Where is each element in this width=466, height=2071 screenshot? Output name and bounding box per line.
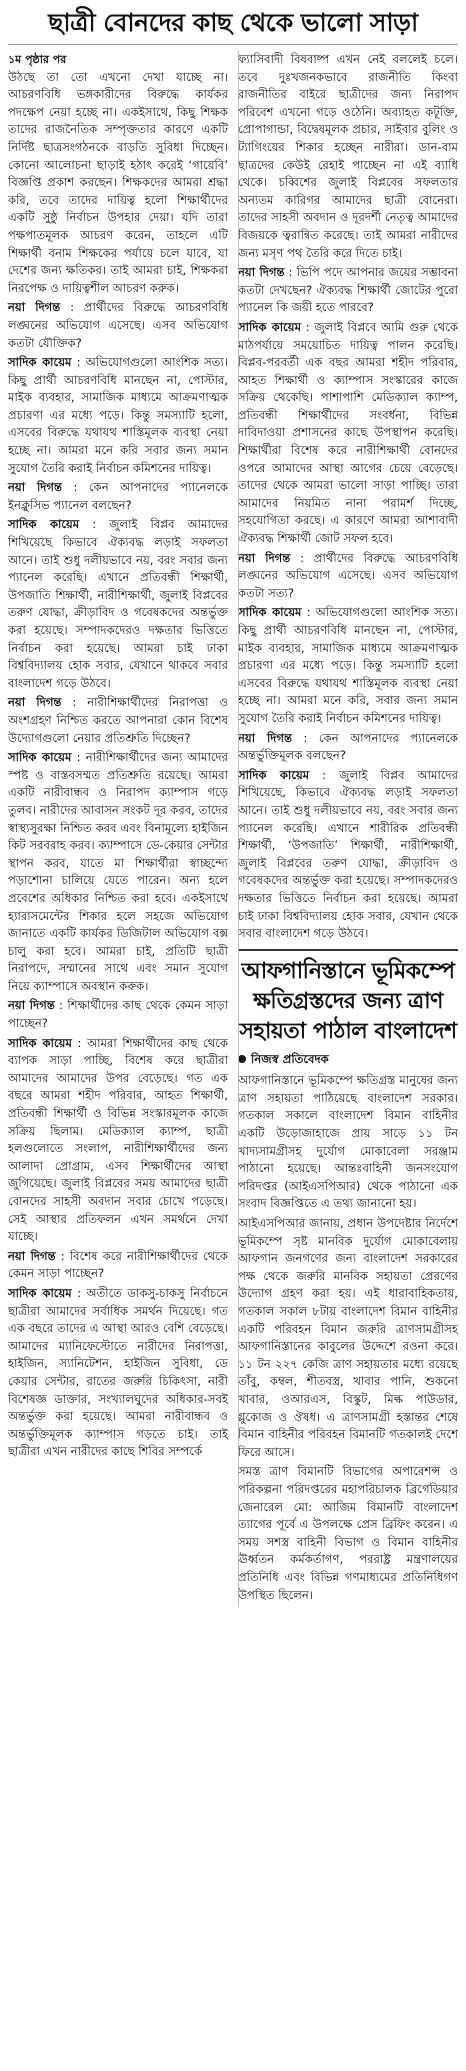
bullet-icon [238,1055,246,1063]
body-paragraph: সমস্ত ত্রাণ বিমানটি বিভাগের অপারেশন্স ও পরিকল্পনা পরিদপ্তরের মহাপরিচালক ব্রিগেডিয়ার জেনারেল মো: আজিম বিমানটি বাংলাদেশ ত্যাগের পূর্বে এ উপলক্ষে প্রেস ব্রিফিং করেন। এ সময় সশস্ত্র বাহিনী বিভাগ ও বিমান বাহিনীর ঊর্ধ্বতন কর্মকর্তাগণ, পররাষ্ট্র মন্ত্রণালয়ের প্রতিনিধি এবং বিভিন্ন গণমাধ্যমের প্রতিনিধিগণ উপস্থিত ছিলেন। [238,1464,458,1602]
column-divider [238,51,239,1606]
interview-question [238,264,458,317]
second-headline-line-1: আফগানিস্তানে ভূমিকম্পে [241,958,455,984]
second-story-body [238,1072,458,1604]
paragraph-text: : নারীশিক্ষার্থীদের জন্য আমাদের স্পষ্ট ও বাস্তবসম্মত প্রতিশ্রুতি রয়েছে। আমরা একটি নারীবান্ধব ও নিরাপদ ক্যাম্পাস গড়ে তুলব। নারীদের আবাসন সংকট দূর করব, তাদের স্বাস্থ্যসুরক্ষা নিশ্চিত করব এবং বিনামূল্যে হাইজিন কিট সরবরাহ করব। ক্যাম্পাসে ডে-কেয়ার সেন্টার স্থাপন করব, যাতে মা শিক্ষার্থীরা স্বাচ্ছন্দ্যে পড়াশোনা চালিয়ে যেতে পারেন। অন্য হলে প্রবেশের অধিকার নিশ্চিত করা হবে। একইসাথে হ্যারাসমেন্টের শিকার হলে সহজে অভিযোগ জানাতে একটি কার্যকর ডিজিটাল অভিযোগ বক্স চালু করা হবে। আমরা চাই, প্রতিটি ছাত্রী নিরাপদে, সম্মানের সাথে এবং সমান সুযোগ নিয়ে ক্যাম্পাসে অবস্থান করুক। [8,750,228,993]
speaker-name: সাদিক কায়েম [238,767,310,782]
second-headline-line-2: ক্ষতিগ্রস্তদের জন্য ত্রাণ [253,988,443,1014]
interview-answer [8,749,228,995]
body-paragraph [8,69,228,298]
main-headline: ছাত্রী বোনদের কাছ থেকে ভালো সাড়া [8,4,458,45]
speaker-name: সাদিক কায়েম [238,605,302,620]
paragraph-text: : নারীশিক্ষার্থীদের নিরাপত্তা ও অংশগ্রহণ নিশ্চিত করতে আপনারা কোন বিশেষ উদ্যোগগুলো নেয়ার প্রতিশ্রুতি দিচ্ছেন? [8,695,228,745]
paragraph-text: ফ্যাসিবাদী বিষবাষ্প এখন নেই বললেই চলে। তবে দুঃখজনকভাবে রাজনীতি কিংবা রাজনীতির বাইরে ছাত্রীদের জন্য নিরাপদ পরিবেশ এখনো গড়ে ওঠেনি। অব্যাহত কটূক্তি, প্রোপাগান্ডা, বিদ্বেষমূলক প্রচার, সাইবার বুলিং ও ট্যাগিংয়ের শিকার হচ্ছেন নারীরা। ডান-বাম ছাত্রদের কেউই রেহাই পাচ্ছেন না এই ব্যাধি থেকে। চব্বিশের জুলাই বিপ্লবের সফলতার অন্যতম কারিগর আমাদের ছাত্রী বোনেরা। তাদের সাহসী অবদান ও দূরদর্শী নেতৃত্ব আমাদের বিজয়কে ত্বরান্বিত করেছে। তাই আমরা নারীদের জন্য মসৃণ পথ তৈরি করে দিতে চাই। [238,52,458,260]
speaker-name: সাদিক কায়েম [8,517,80,532]
paragraph-text: : আমরা শিক্ষার্থীদের কাছ থেকে ব্যাপক সাড়া পাচ্ছি, বিশেষ করে ছাত্রীরা আমাদের আমাদের উপর বেড়েছে। গত এক বছরে আমরা শহীদ পরিবার, আহত শিক্ষার্থী, প্রতিবন্ধী শিক্ষার্থী ও বিভিন্ন সংস্কারমূলক কাজে সক্রিয় ছিলাম। মেডিক্যাল ক্যাম্প, ছাত্রী হলগুলোতে সংলাপ, নারীশিক্ষার্থীদের জন্য আলাদা প্রোগ্রাম, এসব শিক্ষার্থীদের আস্থা জুগিয়েছে। জুলাই বিপ্লবের সময় আমাদের ছাত্রী বোনদের সাহসী অবদান সবার চোখে পড়েছে। সেই আস্থার প্রতিফলন এখন সমর্থনে দেখা যাচ্ছে। [8,1035,228,1244]
right-column [238,51,458,1606]
interview-answer [8,1285,228,1461]
interview-question [8,1248,228,1283]
speaker-name: সাদিক কায়েম [238,319,302,334]
body-paragraph [238,51,458,262]
paragraph-text: : জুলাই বিপ্লব আমাদের শিখিয়েছে কিভাবে ঐক্যবদ্ধ লড়াই সফলতা আনে। তাই শুধু দলীয়ভাবে নয়, বরং সবার জন্য প্যানেল করেছি। এখানে প্রতিবন্ধী শিক্ষার্থী, উপজাতি শিক্ষার্থী, নারীশিক্ষার্থী, জুলাই বিপ্লবের তরুণ যোদ্ধা, ক্রীড়াবিদ ও গবেষকদের অন্তর্ভুক্ত করা হয়েছে। সম্পাদকদেরও দক্ষতার ভিত্তিতে নির্বাচন করা হয়েছে। আমরা চাই ঢাকা বিশ্ববিদ্যালয় হোক সবার, যেখানে থাকবে সবার বাংলাদেশ গড়ে উঠবে। [8,517,228,690]
interview-answer [8,354,228,477]
speaker-name: নয়া দিগন্ত [8,998,55,1013]
byline [238,1051,458,1069]
interview-answer [8,1035,228,1246]
paragraph-text: : কেন আপনাদের প্যানেলকে ইনক্লুসিভ প্যানেল বলছেন? [8,480,228,512]
speaker-name: নয়া দিগন্ত [8,695,62,710]
body-paragraph: আফগানিস্তানে ভূমিকম্পে ক্ষতিগ্রস্ত মানুষের জন্য ত্রাণ সহায়তা পাঠিয়েছে বাংলাদেশ সরকার। গতকাল সকালে বাংলাদেশ বিমান বাহিনীর একটি উড়োজাহাজে প্রায় সাড়ে ১১ টন খাদ্যসামগ্রীসহ দুর্যোগ মোকাবেলা সরঞ্জাম পাঠানো হয়েছে। আন্তঃবাহিনী জনসংযোগ পরিদপ্তর (আইএসপিআর) থেকে পাঠানো এক সংবাদ বিজ্ঞপ্তিতে এ তথ্য জানানো হয়। [238,1073,458,1211]
paragraph-text: : কেন আপনাদের প্যানেলকে অন্তর্ভুক্তিমূলক বলছেন? [238,730,458,763]
paragraph-text: : প্রার্থীদের বিরুদ্ধে আচরণবিধি লঙ্ঘনের অভিযোগ এসেছে। এসব অভিযোগ কতটা যৌক্তিক? [8,300,229,350]
byline-text: নিজস্ব প্রতিবেদক [251,1051,329,1066]
interview-question [8,299,228,352]
speaker-name: নয়া দিগন্ত [8,1248,56,1263]
speaker-name: সাদিক কায়েম [8,750,72,765]
speaker-name: নয়া দিগন্ত [238,265,285,280]
second-headline-line-3: সহায়তা পাঠাল বাংলাদেশ [239,1018,457,1044]
paragraph-text: : জুলাই বিপ্লবে আমি গুরু থেকে মাঠপর্যায়ে সময়োচিত দায়িত্ব পালন করেছি। বিপ্লব-পরবর্তী এক বছর আমরা শহীদ পরিবার, আহত শিক্ষার্থী ও ক্যাম্পাস সংস্কারের কাজে সক্রিয় থেকেছি। পাশাপাশি মেডিক্যাল ক্যাম্প, প্রতিবন্ধী শিক্ষার্থীদের সংবর্ধনা, বিভিন্ন দাবিদাওয়া প্রশাসনের কাছে উপস্থাপন করেছি। শিক্ষার্থীরা বিশেষ করে নারীশিক্ষার্থী বোনদের ওপরে আমাদের আস্থা আগের চেয়ে বেড়েছে। তাদের থেকে আমরা ভালো সাড়া পাচ্ছি। তারা আমাদের নিয়মিত নানা পরামর্শ দিচ্ছে, সহযোগিতা করছে। এ কারণে আমরা আশাবাদী ঐক্যবদ্ধ শিক্ষার্থী জোট সফল হবে। [238,319,458,546]
paragraph-text: : অভিযোগগুলো আংশিক সত্য। কিছু প্রার্থী আচরণবিধি মানছেন না, পোস্টার, মাইক ব্যবহার, সামাজিক মাধ্যমে আক্রমণাত্মক প্রচারণা এর মধ্যে পড়ে। কিন্তু সমস্যাটি হলো, এসবের বিরুদ্ধে যথাযথ শাস্তিমূলক ব্যবস্থা নেয়া হচ্ছে না। আমরা মনে করি সবার জন্য সমান সুযোগ তৈরি করাই নির্বাচন কমিশনের দায়িত্ব। [8,355,228,475]
speaker-name: নয়া দিগন্ত [8,480,62,495]
paragraph-text: : অভিযোগগুলো আংশিক সত্য। কিছু প্রার্থী আচরণবিধি মানছেন না, পোস্টার, মাইক ব্যবহার, সামাজিক মাধ্যমে আক্রমণাত্মক প্রচারণা এর মধ্যে পড়ে। কিন্তু সমস্যাটি হলো এসবের বিরুদ্ধে যথাযথ শাস্তিমূলক ব্যবস্থা নেয়া হচ্ছে না। আমরা মনে করি, সবার জন্য সমান সুযোগ তৈরি করাই নির্বাচন কমিশনের দায়িত্ব। [238,605,458,725]
paragraph-text: : প্রার্থীদের বিরুদ্ধে আচরণবিধি লঙ্ঘনের অভিযোগ এসেছে। এসব অভিযোগ কতটা সত্য? [238,550,459,600]
interview-answer [238,767,458,943]
interview-question [238,730,458,765]
paragraph-text: : শিক্ষার্থীদের কাছ থেকে কেমন সাড়া পাচ্ছেন? [8,998,229,1031]
speaker-name: নয়া দিগন্ত [8,300,61,315]
interview-answer [238,319,458,548]
interview-answer [8,516,228,692]
paragraph-text: : ভিপি পদে আপনার জয়ের সম্ভাবনা কতটা দেখছেন? ঐক্যবদ্ধ শিক্ষার্থী জোটের পুরো প্যানেল কি জয়ী হতে পারবে? [238,265,458,315]
continuation-label: ১ম পৃষ্ঠার পর [8,53,67,66]
second-story [238,949,458,1604]
interview-answer [238,604,458,727]
interview-question [8,479,228,514]
paragraph-text: : বিশেষ করে নারীশিক্ষার্থীদের থেকে কেমন সাড়া পাচ্ছেন? [8,1248,228,1281]
interview-question [238,550,458,603]
left-column [8,51,228,1606]
paragraph-text: উঠছে তা তো এখনো দেখা যাচ্ছে না। আচরণবিধি ভঙ্গকারীদের বিরুদ্ধে কার্যকর পদক্ষেপ নেয়া হচ্ছে না। একইসাথে, কিছু শিক্ষক তাদের রাজনৈতিক সম্পৃক্ততার কারণে একটি নির্দিষ্ট ছাত্রসংগঠনকে বাড়তি সুবিধা দিচ্ছেন। কোনো আলোচনা ছাড়াই হঠাৎ করেই ‘গায়েবি’ বিজ্ঞপ্তি প্রকাশ করছেন। শিক্ষকদের আমরা শ্রদ্ধা করি, তবে তাদের দায়িত্ব হলো শিক্ষার্থীদের একটি সুষ্ঠু নির্বাচন উপহার দেয়া। যদি তারা পক্ষপাতমূলক আচরণ করেন, তাহলে এটি শিক্ষার্থী বনাম শিক্ষকের পর্যায়ে চলে যাবে, যা দেশের জন্য ক্ষতিকর। তাই আমরা চাই, শিক্ষকরা নিরপেক্ষ ও দায়িত্বশীল আচরণ করুক। [8,69,228,295]
second-story-headline [238,957,458,1047]
article-columns [8,51,458,1606]
paragraph-text: : অতীতে ডাকসু-চাকসু নির্বাচনে ছাত্রীরা আমাদের সর্বাধিক সমর্থন দিয়েছে। গত এক বছরে তাদের এ আস্থা আরও বেশি বেড়েছে। আমাদের ম্যানিফেস্টোতে নারীদের নিরাপত্তা, হাইজিন, স্যানিটেশন, হাইজিন সুবিধা, ডে কেয়ার সেন্টার, রাতের জরুরি চিকিৎসা, নারী বিশেষজ্ঞ ডাক্তার, সংখ্যালঘুদের অধিকার-সবই অন্তর্ভুক্ত করা হয়েছে। আমরা নারীবান্ধব ও অন্তর্ভুক্তিমূলক ক্যাম্পাস গড়তে চাই। তাই ছাত্রীরা এখন নারীদের কাছে শিবির সম্পর্কে [8,1285,228,1459]
speaker-name: সাদিক কায়েম [8,355,72,370]
speaker-name: সাদিক কায়েম [8,1035,72,1050]
interview-question [8,997,228,1032]
speaker-name: নয়া দিগন্ত [238,550,291,565]
speaker-name: সাদিক কায়েম [8,1285,72,1300]
speaker-name: নয়া দিগন্ত [238,730,292,745]
paragraph-text: : জুলাই বিপ্লব আমাদের শিখিয়েছে, কিভাবে ঐক্যবদ্ধ লড়াই সফলতা আনে। তাই শুধু দলীয়ভাবে নয়, বরং সবার জন্য প্যানেল করেছি। এখানে শারীরিক প্রতিবন্ধী শিক্ষার্থী, ‘উপজাতি’ শিক্ষার্থী, নারীশিক্ষার্থী, জুলাই বিপ্লবের তরুণ যোদ্ধা, ক্রীড়াবিদ ও গবেষকদের অন্তর্ভুক্ত করা হয়েছে। সম্পাদকদেরও দক্ষতার ভিত্তিতে নির্বাচন করা হয়েছে। আমরা চাই ঢাকা বিশ্ববিদ্যালয় হোক সবার, যেখান থেকে সবার বাংলাদেশ গড়ে উঠবে। [238,767,458,941]
body-paragraph: আইএসপিআর জানায়, প্রধান উপদেষ্টার নির্দেশে ভূমিকম্পে সৃষ্ট মানবিক দুর্যোগ মোকাবেলায় আফগান জনগণের জন্য বাংলাদেশ সরকারের পক্ষ থেকে জরুরি মানবিক সহায়তা প্রেরণের উদ্যোগ গ্রহণ করা হয়। এই ধারাবাহিকতায়, গতকাল সকাল ৮টায় বাংলাদেশ বিমান বাহিনীর একটি পরিবহন বিমান জরুরি ত্রাণসামগ্রীসহ আফগানিস্তানের কাবুলের উদ্দেশে রওনা করে। ১১ টন ২২৭ কেজি ত্রাণ সহায়তার মধ্যে রয়েছে তাঁবু, কম্বল, শীতবস্ত্র, খাবার পানি, শুকনো খাবার, ওআরএস, বিস্কুট, মিল্ক পাউডার, গ্লুকোজ ও ঔষধ। এ ত্রাণসামগ্রী হস্তান্তর শেষে বিমান বাহিনীর পরিবহন বিমানটি গতকালই দেশে ফিরে আসে। [238,1216,458,1459]
interview-question [8,694,228,747]
